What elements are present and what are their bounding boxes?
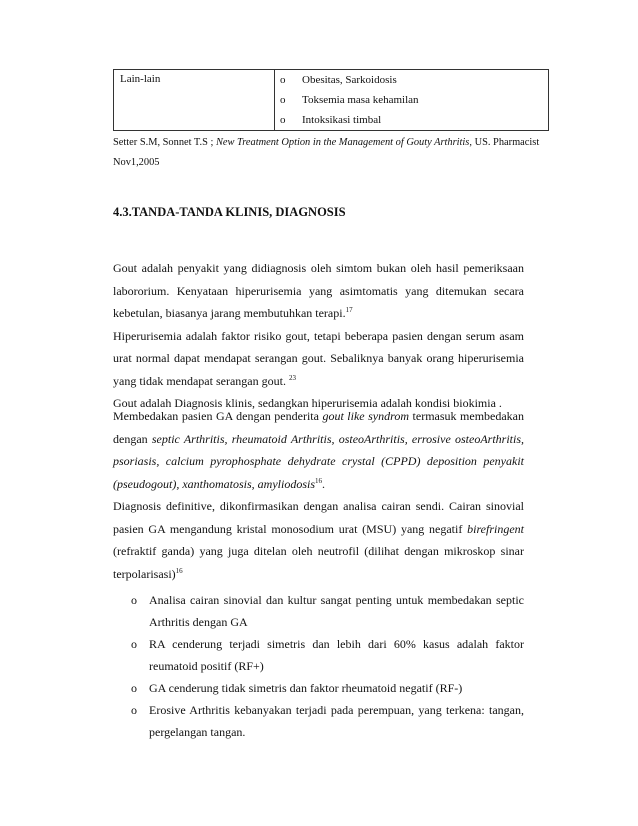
footnote-ref: 16 — [175, 566, 183, 575]
diagnosis-bullet-list — [113, 589, 524, 743]
source-citation: Setter S.M, Sonnet T.S ; New Treatment Option in the Management of Gouty Arthritis, US. Pharmacist Nov1,2005 — [113, 137, 540, 168]
risk-factor-table — [113, 69, 549, 131]
table-item: o Intoksikasi timbal — [280, 111, 419, 131]
footnote-ref: 17 — [345, 306, 353, 314]
table-left-cell: Lain-lain — [120, 73, 161, 85]
citation-title: New Treatment Option in the Management of Gouty Arthritis, — [215, 137, 472, 148]
list-item: o GA cenderung tidak simetris dan faktor rheumatoid negatif (RF-) — [113, 677, 524, 699]
list-item: o Analisa cairan sinovial dan kultur sangat penting untuk membedakan septic Arthritis dengan GA — [113, 589, 524, 633]
footnote-ref: 23 — [288, 373, 296, 382]
bullet-marker: o — [280, 94, 286, 106]
paragraph-1: Gout adalah penyakit yang didiagnosis oleh simtom bukan oleh hasil pemeriksaan labororium. Kenyataan hiperurisemia yang asimtomatis yang ditemukan secara kebetulan, biasanya jarang membutuhkan terapi.$^{17}$ Hiperurisemia adalah faktor risiko gout, tetapi beberapa pasien dengan serum asam urat normal dapat mendapat serangan gout. Sebaliknya banyak orang hiperurisemia yang tidak mendapat serangan gout. $^{23}$ Gout adalah Diagnosis klinis, sedangkan hiperurisemia adalah kondisi biokimia . — [113, 261, 524, 410]
bullet-marker: o — [131, 703, 137, 717]
list-item: o RA cenderung terjadi simetris dan lebih dari 60% kasus adalah faktor reumatoid positif (RF+) — [113, 633, 524, 677]
section-heading: 4.3.TANDA-TANDA KLINIS, DIAGNOSIS — [113, 205, 346, 219]
list-item: o Erosive Arthritis kebanyakan terjadi pada perempuan, yang terkena: tangan, pergelangan tangan. — [113, 699, 524, 743]
footnote-ref: 16 — [315, 476, 322, 485]
table-item: o Obesitas, Sarkoidosis — [280, 71, 419, 91]
table-divider — [274, 70, 275, 130]
table-item-list — [280, 71, 419, 131]
paragraph-2: Membedakan pasien GA dengan penderita gout like syndrom termasuk membedakan dengan septic Arthritis, rheumatoid Arthritis, osteoArthritis, errosive osteoArthritis, psoriasis, calcium pyrophosphate dehydrate crystal (CPPD) deposition penyakit (pseudogout), xanthomatosis, amyliodosis$^{16}$. Diagnosis definitive, dikonfirmasikan dengan analisa cairan sendi. Cairan sinovial pasien GA mengandung kristal monosodium urat (MSU) yang negatif birefringent (refraktif ganda) yang juga ditelan oleh neutrofil (dilihat dengan mikroskop sinar terpolarisasi)$^{16}$ — [113, 409, 525, 581]
table-item: o Toksemia masa kehamilan — [280, 91, 419, 111]
bullet-marker: o — [280, 114, 286, 126]
bullet-marker: o — [131, 637, 137, 651]
bullet-marker: o — [131, 593, 137, 607]
bullet-marker: o — [280, 74, 286, 86]
bullet-marker: o — [131, 681, 137, 695]
